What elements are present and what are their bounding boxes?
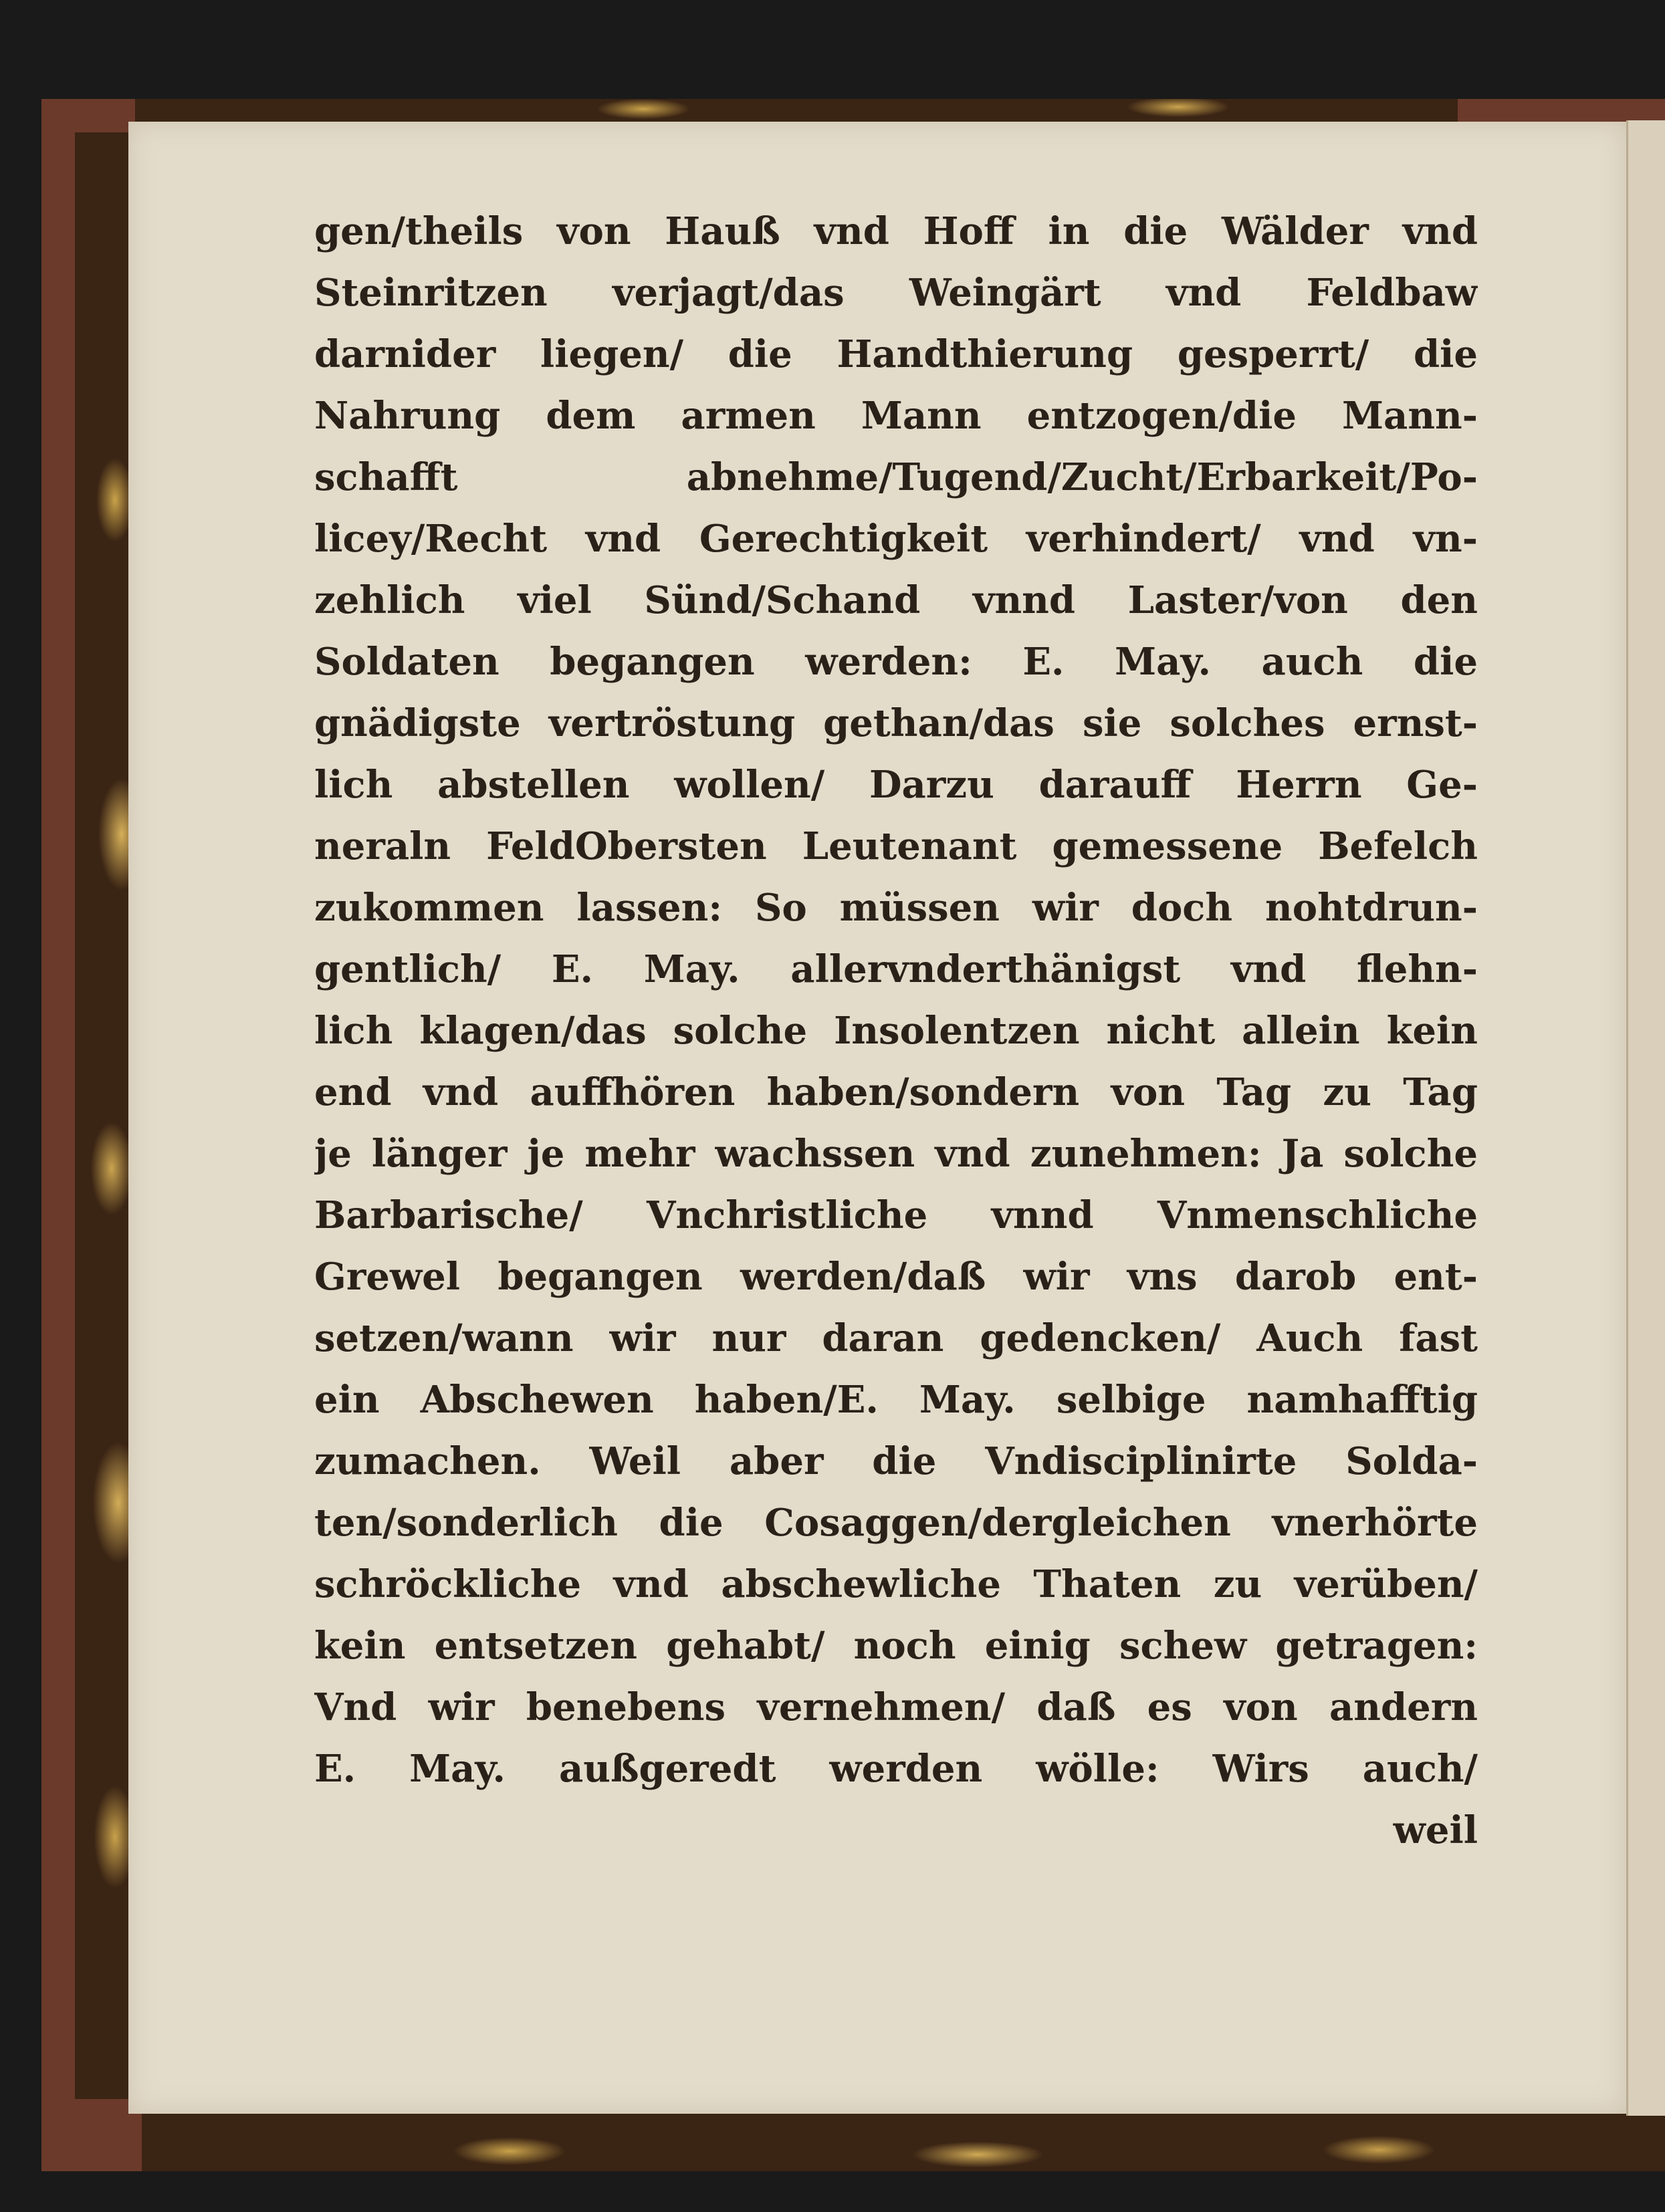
- text-line: schröckliche vnd abschewliche Thaten zu verüben/: [314, 1562, 1478, 1606]
- text-line: Steinritzen verjagt/das Weingärt vnd Feldbaw: [314, 271, 1478, 315]
- text-line: zehlich viel Sünd/Schand vnnd Laster/von den: [314, 578, 1478, 622]
- text-block: [314, 201, 1478, 1861]
- text-line: ten/sonderlich die Cosaggen/dergleichen vnerhörte: [314, 1501, 1478, 1545]
- text-line: Barbarische/ Vnchristliche vnnd Vnmenschliche: [314, 1193, 1478, 1237]
- text-line: zumachen. Weil aber die Vndisciplinirte Solda-: [314, 1439, 1478, 1483]
- text-line: lich abstellen wollen/ Darzu darauff Herrn Ge-: [314, 763, 1478, 807]
- text-line: ein Abschewen haben/E. May. selbige namhafftig: [314, 1378, 1478, 1422]
- text-line: Soldaten begangen werden: E. May. auch die: [314, 640, 1478, 684]
- text-line: gnädigste vertröstung gethan/das sie solches ernst-: [314, 701, 1478, 745]
- text-line: end vnd auffhören haben/sondern von Tag zu Tag: [314, 1070, 1478, 1114]
- text-line: lich klagen/das solche Insolentzen nicht allein kein: [314, 1009, 1478, 1053]
- text-line: neraln FeldObersten Leutenant gemessene Befelch: [314, 824, 1478, 868]
- text-line: zukommen lassen: So müssen wir doch nohtdrun-: [314, 886, 1478, 930]
- text-line: E. May. außgeredt werden wölle: Wirs auch/: [314, 1747, 1478, 1791]
- text-line: schafft abnehme/Tugend/Zucht/Erbarkeit/Po-: [314, 455, 1478, 499]
- leather-spine: [41, 99, 75, 2171]
- leather-corner-bottom: [41, 2099, 142, 2171]
- adjacent-page-edge: [1626, 120, 1665, 2116]
- text-line: je länger je mehr wachssen vnd zunehmen: Ja solche: [314, 1132, 1478, 1176]
- text-line: licey/Recht vnd Gerechtigkeit verhindert/ vnd vn-: [314, 517, 1478, 561]
- text-line: Vnd wir benebens vernehmen/ daß es von andern: [314, 1685, 1478, 1729]
- text-line: darnider liegen/ die Handthierung gesperrt/ die: [314, 332, 1478, 376]
- text-line: kein entsetzen gehabt/ noch einig schew getragen:: [314, 1624, 1478, 1668]
- leather-corner-top: [41, 99, 135, 132]
- text-line: gen/theils von Hauß vnd Hoff in die Wälder vnd: [314, 209, 1478, 253]
- text-line: Grewel begangen werden/daß wir vns darob ent-: [314, 1255, 1478, 1299]
- catchword: weil: [1393, 1808, 1478, 1852]
- text-line: Nahrung dem armen Mann entzogen/die Mann-: [314, 394, 1478, 438]
- text-line: gentlich/ E. May. allervnderthänigst vnd flehn-: [314, 947, 1478, 991]
- text-line: setzen/wann wir nur daran gedencken/ Auch fast: [314, 1316, 1478, 1360]
